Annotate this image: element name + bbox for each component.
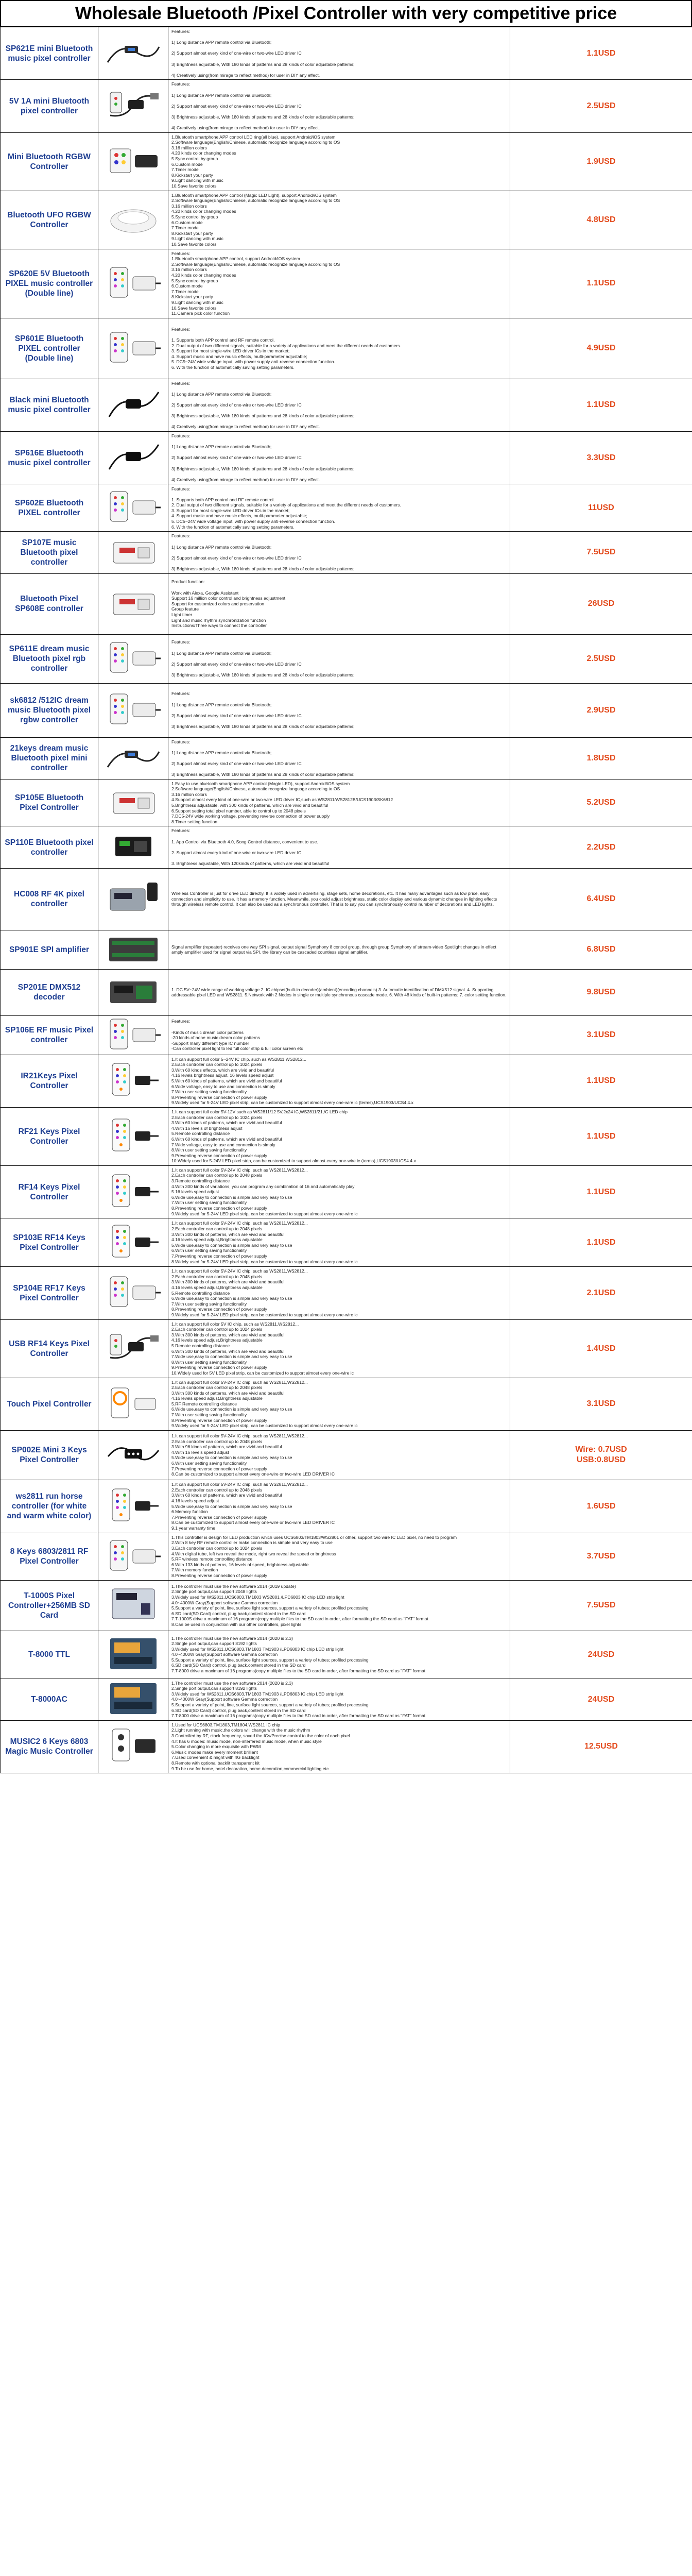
product-price: 2.1USD (510, 1267, 692, 1319)
product-image (98, 868, 168, 930)
product-image (98, 969, 168, 1015)
remote-with-controller-icon (105, 691, 162, 730)
product-image (98, 1430, 168, 1480)
touch-remote-controller-icon (105, 1385, 162, 1423)
product-price: 3.1USD (510, 1015, 692, 1055)
remote-with-controller-icon (105, 1537, 162, 1576)
product-description: 1.The controller must use the new software 2014 (2020 is 2.3) 2.Single port output,can support 8192 lights 3.Widely used for WS2811,UCS6803,TM1803 TM1903 /LPD6803 IC chip LED strip light 4.0~4000W Gray(Support software Gamma correction 5.Support a variety of point, line, surface light sources, support a variety of tubes; profiled processing 6.SD card(SD Card) control, plug back,content stored in the SD card 7.T-8000 drive a maximum of 16 programs(copy multiple files to the SD card in order, after formatting the SD card as "FAT" format (168, 1631, 510, 1679)
product-row (1, 826, 692, 868)
music-controller-icon (105, 1726, 162, 1767)
product-name: T-8000AC (1, 1679, 98, 1720)
product-name: SP002E Mini 3 Keys Pixel Controller (1, 1430, 98, 1480)
product-price: 3.7USD (510, 1533, 692, 1580)
product-row (1, 1015, 692, 1055)
ir-remote-controller-icon (105, 1060, 162, 1101)
product-name: T-1000S Pixel Controller+256MB SD Card (1, 1580, 98, 1631)
product-name: SP103E RF14 Keys Pixel Controller (1, 1218, 98, 1267)
product-description: 1.Bluetooth smartphone APP control (Magic LED Light), support Android/iOS system 2.Software language(English/Chinese, automatic recognize language according to OS 3.16 million colors 4.20 kinds color changing modes 5.Sync control by group 6.Custom mode 7.Timer mode 8.Kickstart your party 9.Light dancing with music 10.Save favorite colors (168, 191, 510, 249)
product-name: SP620E 5V Bluetooth PIXEL music controller (Double line) (1, 249, 98, 318)
product-image (98, 1378, 168, 1430)
product-image (98, 27, 168, 80)
usb-mini-controller-icon (105, 1329, 162, 1368)
product-price: 3.3USD (510, 432, 692, 484)
product-image (98, 432, 168, 484)
product-description: 1.It can support full color 5V-24V IC chip, such as WS2811,WS2812... 2.Each controller can control up to 2048 pixels 3.With 60 kinds of patterns, which are vivid and beautiful 4.16 levels speed adjust 5.Wide use,easy to connection is simple and very easy to use 6.Memory function 7.Preventing reverse connection of power supply 8.Can be customized to support almost every one-wire or two-wire LED DRIVER IC 9.1 year warranty time (168, 1480, 510, 1533)
product-name: SP110E Bluetooth pixel controller (1, 826, 98, 868)
page-title: Wholesale Bluetooth /Pixel Controller with very competitive price (0, 0, 692, 27)
product-row (1, 930, 692, 969)
sd-card-controller-icon (105, 1585, 162, 1626)
product-description: Features: 1. App Control via Bluetooth 4.0, Song Control distance, convenient to use. 2. Support almost every kind of one-wire or two-wire LED driver IC 3. Brightness adjustable, With 120kinds of patterns, which are vivid and beautiful (168, 826, 510, 868)
product-price: 3.1USD (510, 1378, 692, 1430)
product-row (1, 1319, 692, 1378)
remote-with-controller-icon (105, 639, 162, 678)
product-image (98, 80, 168, 132)
product-image (98, 779, 168, 826)
remote-with-controller-icon (105, 329, 162, 368)
product-row (1, 1107, 692, 1165)
product-row (1, 484, 692, 532)
product-row (1, 683, 692, 737)
product-price: 1.1USD (510, 1165, 692, 1218)
product-image (98, 1267, 168, 1319)
product-row (1, 379, 692, 431)
product-row (1, 1267, 692, 1319)
product-row (1, 1055, 692, 1107)
product-name: RF21 Keys Pixel Controller (1, 1107, 98, 1165)
product-price: 1.1USD (510, 27, 692, 80)
product-name: SP601E Bluetooth PIXEL controller (Double line) (1, 318, 98, 379)
product-price: 4.9USD (510, 318, 692, 379)
product-description: 1.It can support full color 5V-12V such as WS2811/12 5V,2x24 IC,WS2811/21,/C LED chip 2.Each controller can control up to 1024 pixels 3.With 60 kinds of patterns, which are vivid and beautiful 4.With 16 levels of brightness adjust 5.Remote controlling distance 6.With 60 kinds of patterns, which are vivid and beautiful 7.Wide voltage, easy to use and connection is simply 8.With user setting saving functionality 9.Preventing reverse connection of power supply 10.Widely used for 5-24V LED pixel strip, can be customized to support almost every one-wire ic (terms),UCS1903/UCS4.4.x (168, 1107, 510, 1165)
product-description: Signal amplifier (repeater) receives one way SPI signal, output signal Symphony 8 control group, through group Symphony of stream-video Spotlight changes in effect amply amplifier used for signal output via SPI, the library can be cascaded countless signal amplifier. (168, 930, 510, 969)
product-row (1, 737, 692, 779)
product-row (1, 27, 692, 80)
product-image (98, 1319, 168, 1378)
product-description: 1.It can support full color 5V-24V IC chip, such as WS2811,WS2812... 2.Each controller can control up to 2048 pixels 3.With 300 kinds of patterns, which are vivid and beautiful 4.16 levels speed adjust,Brightness adjustable 5.Wide use,easy to connection is simple and very easy to use 6.With user setting saving functionality 7.Preventing reverse connection of power supply 8.Widely used for 5-24V LED pixel strip, can be customized to support almost every one-wire ic (168, 1218, 510, 1267)
product-name: SP621E mini Bluetooth music pixel controller (1, 27, 98, 80)
product-description: Features: 1.Bluetooth smartphone APP control, support Android/iOS system 2.Software language(English/Chinese, automatic recognize language according to OS 3.16 million colors 4.20 kinds color changing modes 5.Sync control by group 6.Custom mode 7.Timer mode 8.Kickstart your party 9.Light dancing with music 10.Save favorite colors 11.Camera pick color function (168, 249, 510, 318)
product-row (1, 779, 692, 826)
product-description: 1.It can support full color 5~24V IC chip, such as WS2811,WS2812... 2.Each controller can control up to 1024 pixels 3.With 60 kinds effects, which are vivid and beautiful 4.16 levels brightness adjust, 16 levels speed adjust 5.With 60 kinds of patterns, which are vivid and beautiful 6.Wide voltage, easy to use and connection is simply 7.With user setting saving functionality 8.Preventing reverse connection of power supply 9.Widely used for 5-24V LED pixel strip, can be customized to support almost every one-wire ic (terms),UCS1903/UCS4.4.x (168, 1055, 510, 1107)
usb-mini-controller-icon (105, 87, 162, 126)
product-row (1, 1631, 692, 1679)
product-row (1, 318, 692, 379)
product-description: Features: 1) Long distance APP remote control via Bluetooth; 2) Support almost every kind of one-wire or two-wire LED driver IC 3) Brightness adjustable, With 180 kinds of patterns and 28 kinds of color adjustable patterns; (168, 683, 510, 737)
product-image (98, 737, 168, 779)
product-description: Features: 1) Long distance APP remote control via Bluetooth; 2) Support almost every kind of one-wire or two-wire LED driver IC 3) Brightness adjustable, With 180 kinds of patterns and 28 kinds of color adjustable patterns; (168, 532, 510, 573)
product-image (98, 1015, 168, 1055)
product-price: Wire: 0.7USD USB:0.8USD (510, 1430, 692, 1480)
product-name: IR21Keys Pixel Controller (1, 1055, 98, 1107)
product-row (1, 868, 692, 930)
product-name: sk6812 /512IC dream music Bluetooth pixel rgbw controller (1, 683, 98, 737)
product-description: 1. DC 5V~24V wide range of working voltage 2. IC chipset(built-in decoder)(ambient)(encoding channels) 3. Automatic identification of DMX512 signal. 4. Supporting addressable pixel LED and WS2811. 5.Network with 2 Nodes in single or multiple synchronous cascade mode. 6. With 48 kinds of built-in patterns; 7. color setting function. (168, 969, 510, 1015)
product-row (1, 432, 692, 484)
product-price: 4.8USD (510, 191, 692, 249)
ir-remote-controller-icon (105, 1172, 162, 1213)
mini-controller-with-cable-icon (105, 37, 162, 70)
product-image (98, 1631, 168, 1679)
product-name: MUSIC2 6 Keys 6803 Magic Music Controller (1, 1720, 98, 1773)
product-row (1, 132, 692, 191)
product-row (1, 80, 692, 132)
product-price: 1.1USD (510, 1055, 692, 1107)
product-name: 8 Keys 6803/2811 RF Pixel Controller (1, 1533, 98, 1580)
product-image (98, 318, 168, 379)
product-row (1, 1720, 692, 1773)
product-image (98, 826, 168, 868)
product-name: SP201E DMX512 decoder (1, 969, 98, 1015)
product-description: 1.It can support full color 5V-24V IC chip, such as WS2811,WS2812... 2.Each controller can control up to 2048 pixels 3.With 300 kinds of patterns, which are vivid and beautiful 4.16 levels speed adjust,Brightness adjustable 5.RF Remote controlling distance 6.Wide use,easy to connection is simple and very easy to use 7.With user setting saving functionality 8.Preventing reverse connection of power supply 9.Widely used for 5-24V LED pixel strip, can be customized to support almost every one-wire ic (168, 1378, 510, 1430)
product-image (98, 1679, 168, 1720)
product-price: 9.8USD (510, 969, 692, 1015)
product-price: 12.5USD (510, 1720, 692, 1773)
product-image (98, 1165, 168, 1218)
product-price: 7.5USD (510, 532, 692, 573)
product-name: SP107E music Bluetooth pixel controller (1, 532, 98, 573)
product-image (98, 379, 168, 431)
product-description: 1.It can support full color 5V-24V IC chip, such as WS2811,WS2812... 2.Each controller can control up to 2048 pixels 3.Remote controlling distance 4.With 300 kinds of variations, you can program any combination of 16 and automatically play 5.16 levels speed adjust 6.Wide use,easy to connection is simple and very easy to use 7.With user setting saving functionality 8.Preventing reverse connection of power supply 9.Widely used for 5-24V LED pixel strip, can be customized to support almost every one-wire ic (168, 1165, 510, 1218)
product-price: 1.8USD (510, 737, 692, 779)
product-price: 6.4USD (510, 868, 692, 930)
product-price: 1.1USD (510, 1107, 692, 1165)
three-key-controller-icon (105, 1436, 162, 1475)
product-image (98, 634, 168, 683)
product-image (98, 1107, 168, 1165)
product-price: 1.4USD (510, 1319, 692, 1378)
product-description: Features: 1) Long distance APP remote control via Bluetooth; 2) Support almost every kind of one-wire or two-wire LED driver IC 3) Brightness adjustable, With 180 kinds of patterns and 28 kinds of color adjustable patterns; 4) Creatively using(from mirage to reflect method) for user in DIY any effect. (168, 80, 510, 132)
box-controller-icon (105, 784, 162, 822)
product-price: 7.5USD (510, 1580, 692, 1631)
t8000-controller-icon (105, 1679, 162, 1720)
product-image (98, 683, 168, 737)
product-description: Features: 1) Long distance APP remote control via Bluetooth; 2) Support almost every kind of one-wire or two-wire LED driver IC 3) Brightness adjustable, With 180 kinds of patterns and 28 kinds of color adjustable patterns; (168, 634, 510, 683)
box-controller-icon (105, 585, 162, 623)
product-image (98, 1480, 168, 1533)
product-image (98, 1055, 168, 1107)
product-description: Features: 1. Supports both APP control and RF remote control. 2. Dual output of two different signals, suitable for a variety of applications and meet the different needs of customers. 3. Support for most single-wire LED driver ICs in the market; 4. Support music and have music effects, multi-parameter adjustable; 5. DC5~24V wide voltage input, with power supply anti-reverse connection function. 6. With the function of automatically saving setting parameters. (168, 484, 510, 532)
product-description: Features: -Kinds of music dream color patterns -20 kinds of none music dream color patterns -Support many different type IC number -Can controller pixel light to led full color strip & full color screen etc (168, 1015, 510, 1055)
product-name: SP616E Bluetooth music pixel controller (1, 432, 98, 484)
product-name: Black mini Bluetooth music pixel controller (1, 379, 98, 431)
large-box-controller-icon (105, 878, 162, 920)
remote-with-controller-icon (105, 1016, 162, 1055)
product-image (98, 1720, 168, 1773)
product-image (98, 249, 168, 318)
product-row (1, 1679, 692, 1720)
product-price: 1.1USD (510, 1218, 692, 1267)
t8000-controller-icon (105, 1634, 162, 1675)
product-name: Bluetooth Pixel SP608E controller (1, 573, 98, 634)
product-row (1, 249, 692, 318)
product-row (1, 1430, 692, 1480)
product-price: 6.8USD (510, 930, 692, 969)
product-name: 21keys dream music Bluetooth pixel mini controller (1, 737, 98, 779)
product-name: 5V 1A mini Bluetooth pixel controller (1, 80, 98, 132)
product-description: 1.Bluetooth smartphone APP control LED ring(all blue), support Android/iOS system 2.Software language(English/Chinese, automatic recognize language according to OS 3.16 million colors 4.20 kinds color changing modes 5.Sync control by group 6.Custom mode 7.Timer mode 8.Kickstart your party 9.Light dancing with music 10.Save favorite colors (168, 132, 510, 191)
product-row (1, 191, 692, 249)
product-name: SP105E Bluetooth Pixel Controller (1, 779, 98, 826)
product-name: Touch Pixel Controller (1, 1378, 98, 1430)
small-board-controller-icon (105, 831, 162, 864)
product-name: Mini Bluetooth RGBW Controller (1, 132, 98, 191)
product-price: 2.5USD (510, 80, 692, 132)
ir-remote-controller-icon (105, 1116, 162, 1157)
product-image (98, 1218, 168, 1267)
product-price: 1.1USD (510, 249, 692, 318)
product-name: SP611E dream music Bluetooth pixel rgb controller (1, 634, 98, 683)
dmx-decoder-icon (105, 973, 162, 1012)
product-row (1, 1378, 692, 1430)
product-row (1, 573, 692, 634)
product-row (1, 1480, 692, 1533)
product-row (1, 1165, 692, 1218)
ir-remote-controller-icon (105, 1222, 162, 1263)
product-description: 1.Used for UCS6803,TM1803,TM1804,WS2811 IC chip 2.Light running with music,the colors will change with the music rhythm 3.Controlled by RF, clock frequency, saved the ICs/Precise control to the color of each pixel 4.It has 6 modes: music mode, non-interfered music mode, when music style 5.Color changing in more exquisite with PWM 6.Music modes make every moment brilliant 7.Used convenient & might with 4G backlight 8.Remote with optional backlit transparent kit 9.To be use for home, hotel decoration, home decoration,commercial lighting etc (168, 1720, 510, 1773)
product-name: SP602E Bluetooth PIXEL controller (1, 484, 98, 532)
product-row (1, 1533, 692, 1580)
product-price: 2.5USD (510, 634, 692, 683)
box-controller-icon (105, 533, 162, 572)
product-name: USB RF14 Keys Pixel Controller (1, 1319, 98, 1378)
product-description: Product function: Work with Alexa, Google Assistant Support 16 million color control and brightness adjustment Support for customized colors and preservation Group feature Light timer Light and music rhythm synchronization function Instructions/Three ways to connect the controller (168, 573, 510, 634)
product-image (98, 1533, 168, 1580)
product-description: Features: 1. Supports both APP control and RF remote control. 2. Dual output of two different signals, suitable for a variety of applications and meet the different needs of customers. 3. Support for most single-wire LED driver ICs in the market; 4. Support music and have music effects, multi-parameter adjustable; 5. DC5~24V wide voltage input, with power supply anti-reverse connection function. 6. With the function of automatically saving setting parameters. (168, 318, 510, 379)
black-mini-controller-icon (105, 438, 162, 477)
product-description: Features: 1) Long distance APP remote control via Bluetooth; 2) Support almost every kind of one-wire or two-wire LED driver IC 3) Brightness adjustable, With 180 kinds of patterns and 28 kinds of color adjustable patterns; 4) Creatively using(from mirage to reflect method) for user in DIY any effect. (168, 27, 510, 80)
ufo-controller-icon (105, 200, 162, 239)
product-row (1, 1580, 692, 1631)
product-description: Features: 1) Long distance APP remote control via Bluetooth; 2) Support almost every kind of one-wire or two-wire LED driver IC 3) Brightness adjustable, With 180 kinds of patterns and 28 kinds of color adjustable patterns; (168, 737, 510, 779)
product-name: SP901E SPI amplifier (1, 930, 98, 969)
product-price: 2.9USD (510, 683, 692, 737)
product-description: 1.The controller must use the new software 2014 (2020 is 2.3) 2.Single port output,can support 8192 lights 3.Widely used for WS2811,UCS6803,TM1803 TM1903 /LPD6803 IC chip LED strip light 4.0~4000W Gray(Support software Gamma correction 5.Support a variety of point, line, surface light sources, support a variety of tubes; profiled processing 6.SD card(SD Card) control, plug back,content stored in the SD card 7.T-8000 drive a maximum of 16 programs(copy multiple files to the SD card in order, after formatting the SD card as "FAT" format (168, 1679, 510, 1720)
remote-with-controller-icon (105, 264, 162, 303)
remote-with-controller-icon (105, 1274, 162, 1312)
product-price: 2.2USD (510, 826, 692, 868)
product-description: 1.It can support full color 5V IC chip, such as WS2811,WS2812... 2.Each controller can control up to 1024 pixels 3.With 300 kinds of patterns, which are vivid and beautiful 4.16 levels speed adjust,Brightness adjustable 5.Remote controlling distance 6.With 300 kinds of patterns, which are vivid and beautiful 7.Wide use,easy to connection is simple and very easy to use 8.With user setting saving functionality 9.Preventing reverse connection of power supply 10.Widely used for 5V LED pixel strip, can be customized to support almost every one-wire ic (168, 1319, 510, 1378)
product-image (98, 484, 168, 532)
product-description: 1.Easy to use,bluetooth smartphone APP control (Magic LED), support Android/iOS system 2.Software language(English/Chinese, automatic recognize language according to OS 3.16 million colors 4.Support almost every kind of one-wire or two-wire LED driver IC,such as WS2811/WS2812B/UCS1903/SK6812 5.Brightness adjustable, with 300 kinds of patterns, which are vivid and beautiful 6.Support setting total pixel number, able to control up to 2048 pixels 7.DC5-24V wide working voltage, preventing reverse connection of power supply 8.Timer setting function (168, 779, 510, 826)
product-row (1, 634, 692, 683)
product-description: Wireless Controller is just for drive LED directly. It is widely used in advertising, stage sets, home decorations, etc. It has many advantages such as low price, easy connection and simplicity to use. It has a memory function. Meanwhile, you could adjust brightness, static color display and various dynamic changes in lighting effects through wireless remote control. It can also be used as a synchronous controller. That is to say you can synchronously control number of decorations and LED lights. (168, 868, 510, 930)
product-price: 1.6USD (510, 1480, 692, 1533)
product-name: ws2811 run horse controller (for white and warm white color) (1, 1480, 98, 1533)
product-image (98, 132, 168, 191)
product-name: Bluetooth UFO RGBW Controller (1, 191, 98, 249)
product-row (1, 1218, 692, 1267)
product-description: Features: 1) Long distance APP remote control via Bluetooth; 2) Support almost every kind of one-wire or two-wire LED driver IC 3) Brightness adjustable, With 180 kinds of patterns and 28 kinds of color adjustable patterns; 4) Creatively using(from mirage to reflect method) for user in DIY any effect. (168, 379, 510, 431)
amplifier-board-icon (105, 930, 162, 969)
product-image (98, 532, 168, 573)
product-name: RF14 Keys Pixel Controller (1, 1165, 98, 1218)
product-image (98, 1580, 168, 1631)
product-name: T-8000 TTL (1, 1631, 98, 1679)
product-price: 26USD (510, 573, 692, 634)
ir-remote-controller-icon (105, 1486, 162, 1527)
product-price: 1.1USD (510, 379, 692, 431)
product-description: 1.It can support full color 5V-24V IC chip, such as WS2811,WS2812... 2.Each controller can control up to 2048 pixels 3.With 300 kinds of patterns, which are vivid and beautiful 4.16 levels speed adjust,Brightness adjustable 5.Remote controlling distance 6.Wide use,easy to connection is simple and very easy to use 7.With user setting saving functionality 8.Preventing reverse connection of power supply 9.Widely used for 5-24V LED pixel strip, can be customized to support almost every one-wire ic (168, 1267, 510, 1319)
product-description: 1.This controller is design for LED production which uses UCS6803/TM1803/WS2801 or other, support two wire IC LED pixel, no need to program 2.With 8 key RF remote controller make connection is simple and very easy to use 3.Each controller can control up to 1024 pixels 4.With digital tube, left two reveal the mode, right two reveal the speed or brightness 5.RF wireless remote controlling distance 6.With 133 kinds of patterns, 16 levels of speed, brightness adjustable 7.With memory function 8.Preventing reverse connection of power supply (168, 1533, 510, 1580)
product-description: 1.It can support full color 5V-24V IC chip, such as WS2811,WS2812... 2.Each controller can control up to 2048 pixels 3.With 96 kinds of patterns, which are vivid and beautiful 4.With 16 levels speed adjust 5.Wide use,easy to connection is simple and very easy to use 6.With user setting saving functionality 7.Preventing reverse connection of power supply 8.Can be customized to support almost every one-wire or two-wire LED DRIVER IC (168, 1430, 510, 1480)
product-image (98, 573, 168, 634)
mini-controller-with-cable-icon (105, 741, 162, 775)
product-image (98, 930, 168, 969)
product-price: 1.9USD (510, 132, 692, 191)
product-name: SP104E RF17 Keys Pixel Controller (1, 1267, 98, 1319)
product-description: Features: 1) Long distance APP remote control via Bluetooth; 2) Support almost every kind of one-wire or two-wire LED driver IC 3) Brightness adjustable, With 180 kinds of patterns and 28 kinds of color adjustable patterns; 4) Creatively using(from mirage to reflect method) for user in DIY any effect. (168, 432, 510, 484)
product-price: 24USD (510, 1631, 692, 1679)
product-image (98, 191, 168, 249)
product-row (1, 532, 692, 573)
product-name: SP106E RF music Pixel controller (1, 1015, 98, 1055)
black-mini-controller-icon (105, 386, 162, 425)
product-price: 24USD (510, 1679, 692, 1720)
product-name: HC008 RF 4K pixel controller (1, 868, 98, 930)
product-price: 11USD (510, 484, 692, 532)
remote-with-controller-icon (105, 488, 162, 527)
product-row (1, 969, 692, 1015)
product-table (0, 27, 692, 1773)
rgbw-remote-controller-icon (105, 145, 162, 178)
product-price: 5.2USD (510, 779, 692, 826)
product-description: 1.The controller must use the new software 2014 (2019 update) 2.Single port output,can support 2048 lights 3.Widely used for WS2811,UCS6803,TM1803 WS2801 /LPD6803 IC chip LED strip light 4.0~4000W Gray(Support software Gamma correction 5.Support a variety of point, line, surface light sources, support a variety of tubes; profiled processing 6.SD card(SD Card) control, plug back,content stored in the SD card 7.T-1000S drive a maximum of 16 programs(copy multiple files to the SD card in order, after formatting the SD card as "FAT" format 8.Can be used in conjunction with our other controllers, pixel lights (168, 1580, 510, 1631)
